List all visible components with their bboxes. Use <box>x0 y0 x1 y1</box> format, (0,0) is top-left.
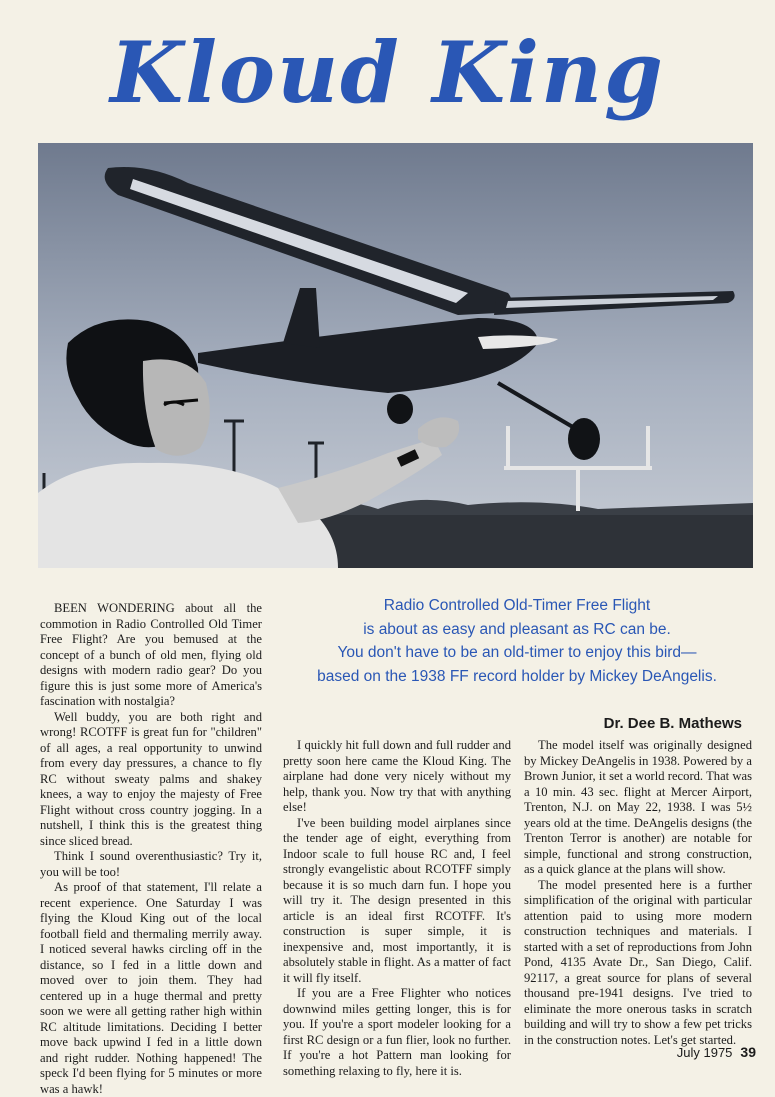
paragraph: Think I sound overenthusiastic? Try it, you will be too! <box>40 849 262 879</box>
deck-line: Radio Controlled Old-Timer Free Flight <box>383 597 651 614</box>
paragraph: I've been building model airplanes since the tender age of eight, everything from Indoor scale to full house RC and, I feel strongly evangelistic about RCOTFF simply because it is so much darn fun. I hope you will try it. The design presented in this article is an ideal first RCOTFF. It's construction is super simple, it is inexpensive and, most importantly, it is absolutely stable in flight. As a matter of fact it will fly itself. <box>283 815 511 985</box>
page-footer <box>620 1044 756 1060</box>
deck-line: is about as easy and pleasant as RC can be. <box>363 620 671 638</box>
paragraph: Well buddy, you are both right and wrong! RCOTFF is great fun for "children" of all ages, a real opportunity to unwind from every day pressures, a chance to fly RC without sweaty palms and shakey knees, a way to enjoy the majesty of Free Flight without cross country jogging. In a nutshell, I think this is the greatest thing since sliced bread. <box>40 709 262 848</box>
body-column-3 <box>524 738 752 1048</box>
page-number: 39 <box>740 1044 756 1060</box>
paragraph: As proof of that statement, I'll relate a recent experience. One Saturday I was flying the Kloud King out of the local football field and thermaling merrily away. I noticed several hawks circling off in the distance, so I fed in a little down and moved over to join them. They had centered up in a huge thermal and pretty soon we were all getting rather high within RC altitude limitations. Deciding I better move back upwind I fed in a little down and right rudder. Nothing happened! The speck I'd been flying for 5 minutes or more was a hawk! <box>40 880 262 1096</box>
paragraph: If you are a Free Flighter who notices downwind miles getting longer, this is for you. If you're a sport modeler looking for a first RC design or a fun flier, look no further. If you're a hot Pattern man looking for something relaxing to fly, here it is. <box>283 986 511 1078</box>
paragraph: The model presented here is a further simplification of the original with particular attention paid to using more modern construction techniques and materials. I started with a set of reproductions from John Pond, 4135 Avate Dr., San Diego, Calif. 92117, a great source for plans of several thousand pre-1941 designs. I've tried to eliminate the more onerous tasks in scratch building and will try to show a few pet tricks in the construction notes. Let's get started. <box>524 877 752 1047</box>
paragraph: I quickly hit full down and full rudder and pretty soon here came the Kloud King. The airplane had done very nicely without my help, thank you. Now try that with anything else! <box>283 738 511 814</box>
deck-subtitle <box>280 594 754 688</box>
photo-illustration <box>38 143 753 568</box>
author-byline: Dr. Dee B. Mathews <box>603 715 742 732</box>
body-column-1 <box>40 601 262 1097</box>
paragraph: The model itself was originally designed by Mickey DeAngelis in 1938. Powered by a Brown Junior, it set a world record. That was a 10 min. 43 sec. flight at Mercer Airport, Trenton, N.J. on May 22, 1938. I was 5½ years old at the time. DeAngelis designs (the Trenton Terror is another) are notable for simple, functional and strong construction, as a quick glance at the plans will show. <box>524 738 752 876</box>
hero-photo <box>38 143 753 568</box>
deck-line: You don't have to be an old-timer to enjoy this bird— <box>337 644 697 661</box>
paragraph: BEEN WONDERING about all the commotion in Radio Controlled Old Timer Free Flight? Are you bemused at the concept of a bunch of old men, flying old designs with modern radio gear? Do you figure this is just some more of America's fascination with nostalgia? <box>40 601 262 708</box>
deck-line: based on the 1938 FF record holder by Mickey DeAngelis. <box>317 667 717 685</box>
article-title: Kloud King <box>110 23 665 122</box>
issue-date: July 1975 <box>676 1045 733 1060</box>
body-column-2 <box>283 738 511 1079</box>
